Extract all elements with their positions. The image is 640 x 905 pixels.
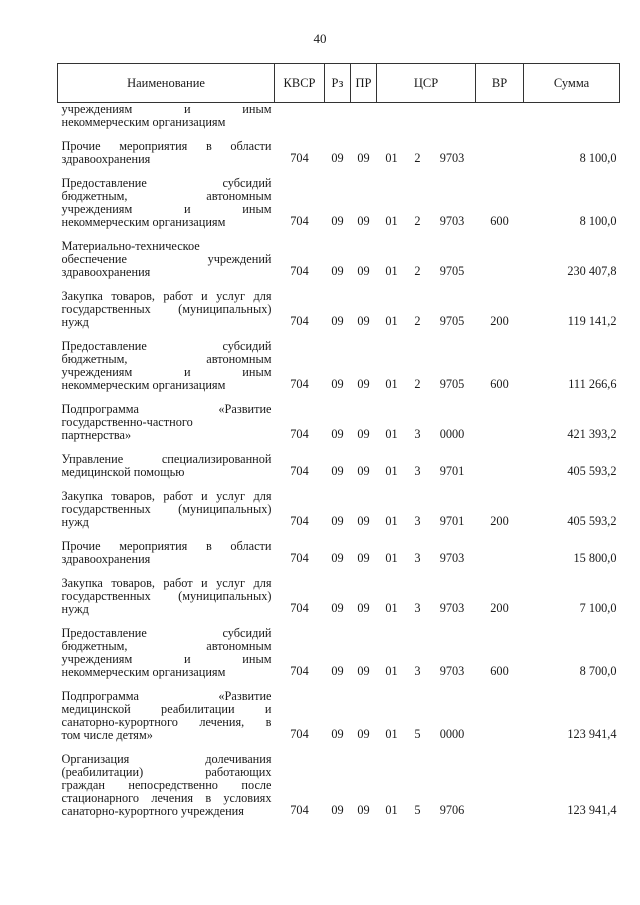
row-csr2-cell: 5 xyxy=(414,803,421,817)
row-rz-cell: 09 xyxy=(331,551,344,565)
row-name-cell xyxy=(58,129,275,166)
row-csr3-cell: 9703 xyxy=(439,664,465,678)
table-row xyxy=(58,679,620,742)
row-kvsr-cell: 704 xyxy=(290,314,309,328)
continuation-name-cell xyxy=(58,103,275,130)
table-row xyxy=(58,529,620,566)
row-name-line: Закупка товаров, работ и услуг для xyxy=(61,489,272,503)
row-name-line: санаторно-курортного учреждения xyxy=(61,804,244,818)
row-vr-cell: 600 xyxy=(490,664,509,678)
row-name-line: нужд xyxy=(61,602,89,616)
row-name-cell xyxy=(58,479,275,529)
row-vr-cell xyxy=(476,229,524,279)
row-name-cell xyxy=(58,329,275,392)
row-csr3-cell: 9701 xyxy=(439,464,465,478)
row-rz-cell: 09 xyxy=(331,377,344,391)
row-name-line: некоммерческим организациям xyxy=(61,215,226,229)
row-name-line: санаторно-курортного лечения, в xyxy=(61,715,272,729)
row-sum-cell: 15 800,0 xyxy=(573,551,617,565)
row-sum-cell: 111 266,6 xyxy=(568,377,617,391)
row-vr-cell: 200 xyxy=(490,514,509,528)
row-name-cell xyxy=(58,279,275,329)
row-sum-cell: 8 700,0 xyxy=(579,664,617,678)
row-sum-cell: 123 941,4 xyxy=(567,803,617,817)
row-name-line: Организация долечивания xyxy=(61,752,272,766)
table-header-row xyxy=(58,64,620,103)
row-vr-cell xyxy=(476,742,524,818)
row-pr-cell: 09 xyxy=(357,214,370,228)
row-vr-cell: 600 xyxy=(490,377,509,391)
header-kvsr: КВСР xyxy=(275,64,325,103)
row-pr-cell: 09 xyxy=(357,314,370,328)
row-csr2-cell: 2 xyxy=(414,264,421,278)
row-csr1-cell: 01 xyxy=(385,664,398,678)
table-row xyxy=(58,742,620,818)
row-name-line: Предоставление субсидий xyxy=(61,626,272,640)
row-vr-cell xyxy=(476,679,524,742)
row-rz-cell: 09 xyxy=(331,264,344,278)
row-csr1-cell: 01 xyxy=(385,377,398,391)
row-csr1-cell: 01 xyxy=(385,427,398,441)
row-name-line: бюджетным, автономным xyxy=(61,639,272,653)
row-csr2-cell: 2 xyxy=(414,377,421,391)
row-name-cell xyxy=(58,166,275,229)
row-kvsr-cell: 704 xyxy=(290,427,309,441)
row-pr-cell: 09 xyxy=(357,514,370,528)
row-name-line: партнерства» xyxy=(61,428,132,442)
row-pr-cell: 09 xyxy=(357,601,370,615)
row-sum-cell: 8 100,0 xyxy=(579,214,617,228)
row-vr-cell: 600 xyxy=(490,214,509,228)
row-csr2-cell: 2 xyxy=(414,314,421,328)
row-csr1-cell: 01 xyxy=(385,803,398,817)
row-name-line: государственно-частного xyxy=(61,415,193,429)
row-csr2-cell: 3 xyxy=(414,551,421,565)
row-name-line: учреждениям и иным xyxy=(61,652,272,666)
row-vr-cell xyxy=(476,529,524,566)
row-name-line: здравоохранения xyxy=(61,552,151,566)
row-csr1-cell: 01 xyxy=(385,214,398,228)
row-name-cell xyxy=(58,679,275,742)
row-csr1-cell: 01 xyxy=(385,551,398,565)
row-rz-cell: 09 xyxy=(331,601,344,615)
row-name-line: нужд xyxy=(61,515,89,529)
row-sum-cell: 8 100,0 xyxy=(579,151,617,165)
budget-table xyxy=(57,63,620,818)
row-csr3-cell: 9705 xyxy=(439,264,465,278)
row-name-line: том числе детям» xyxy=(61,728,153,742)
row-csr1-cell: 01 xyxy=(385,514,398,528)
row-csr1-cell: 01 xyxy=(385,264,398,278)
row-name-line: Закупка товаров, работ и услуг для xyxy=(61,289,272,303)
row-name-line: бюджетным, автономным xyxy=(61,352,272,366)
row-name-line: государственных (муниципальных) xyxy=(61,502,272,516)
row-sum-cell: 230 407,8 xyxy=(567,264,617,278)
table-row xyxy=(58,166,620,229)
row-name-line: некоммерческим организациям xyxy=(61,665,226,679)
row-csr3-cell: 9701 xyxy=(439,514,465,528)
continuation-line: учреждениям и иным xyxy=(61,102,272,116)
header-rz: Рз xyxy=(325,64,351,103)
row-name-line: нужд xyxy=(61,315,89,329)
table-row xyxy=(58,129,620,166)
row-name-line: Подпрограмма «Развитие xyxy=(61,402,272,416)
row-name-line: медицинской реабилитации и xyxy=(61,702,272,716)
row-pr-cell: 09 xyxy=(357,664,370,678)
row-vr-cell xyxy=(476,442,524,479)
row-name-line: Прочие мероприятия в области xyxy=(61,539,272,553)
row-kvsr-cell: 704 xyxy=(290,514,309,528)
row-csr1-cell: 01 xyxy=(385,601,398,615)
row-csr2-cell: 3 xyxy=(414,601,421,615)
row-csr2-cell: 3 xyxy=(414,464,421,478)
row-name-cell xyxy=(58,742,275,818)
row-csr2-cell: 2 xyxy=(414,151,421,165)
table-row xyxy=(58,566,620,616)
row-rz-cell: 09 xyxy=(331,427,344,441)
row-name-line: здравоохранения xyxy=(61,152,151,166)
row-pr-cell: 09 xyxy=(357,427,370,441)
row-vr-cell xyxy=(476,392,524,442)
row-csr3-cell: 9705 xyxy=(439,314,465,328)
row-csr2-cell: 3 xyxy=(414,427,421,441)
row-sum-cell: 405 593,2 xyxy=(567,464,617,478)
row-rz-cell: 09 xyxy=(331,151,344,165)
row-name-cell xyxy=(58,442,275,479)
row-kvsr-cell: 704 xyxy=(290,803,309,817)
row-name-line: обеспечение учреждений xyxy=(61,252,272,266)
table-row xyxy=(58,442,620,479)
page-number: 40 xyxy=(313,31,327,46)
row-kvsr-cell: 704 xyxy=(290,151,309,165)
row-csr3-cell: 9703 xyxy=(439,601,465,615)
continuation-empty-cell xyxy=(275,103,620,130)
header-vr: ВР xyxy=(476,64,524,103)
row-pr-cell: 09 xyxy=(357,464,370,478)
table-row xyxy=(58,392,620,442)
row-rz-cell: 09 xyxy=(331,514,344,528)
row-name-line: бюджетным, автономным xyxy=(61,189,272,203)
row-rz-cell: 09 xyxy=(331,214,344,228)
table-row xyxy=(58,479,620,529)
table-row xyxy=(58,279,620,329)
row-csr1-cell: 01 xyxy=(385,151,398,165)
row-vr-cell: 200 xyxy=(490,601,509,615)
row-csr3-cell: 9703 xyxy=(439,551,465,565)
row-sum-cell: 7 100,0 xyxy=(579,601,617,615)
row-name-line: стационарного лечения в условиях xyxy=(61,791,272,805)
row-kvsr-cell: 704 xyxy=(290,601,309,615)
row-name-cell xyxy=(58,392,275,442)
continuation-line: некоммерческим организациям xyxy=(61,115,226,129)
row-name-line: Предоставление субсидий xyxy=(61,339,272,353)
row-rz-cell: 09 xyxy=(331,314,344,328)
row-sum-cell: 119 141,2 xyxy=(567,314,617,328)
header-sum: Сумма xyxy=(524,64,620,103)
row-name-line: здравоохранения xyxy=(61,265,151,279)
table-row xyxy=(58,616,620,679)
row-kvsr-cell: 704 xyxy=(290,551,309,565)
row-name-cell xyxy=(58,529,275,566)
table-body xyxy=(58,103,620,819)
row-rz-cell: 09 xyxy=(331,803,344,817)
row-rz-cell: 09 xyxy=(331,464,344,478)
row-name-line: Материально-техническое xyxy=(61,239,200,253)
row-csr2-cell: 3 xyxy=(414,514,421,528)
row-kvsr-cell: 704 xyxy=(290,214,309,228)
table-row xyxy=(58,329,620,392)
row-csr1-cell: 01 xyxy=(385,464,398,478)
row-pr-cell: 09 xyxy=(357,264,370,278)
row-name-line: граждан непосредственно после xyxy=(61,778,272,792)
row-name-cell xyxy=(58,566,275,616)
row-csr3-cell: 0000 xyxy=(439,427,465,441)
row-csr2-cell: 5 xyxy=(414,727,421,741)
row-csr1-cell: 01 xyxy=(385,727,398,741)
row-kvsr-cell: 704 xyxy=(290,377,309,391)
row-vr-cell: 200 xyxy=(490,314,509,328)
row-name-cell xyxy=(58,229,275,279)
row-csr3-cell: 9703 xyxy=(439,151,465,165)
row-rz-cell: 09 xyxy=(331,664,344,678)
row-name-line: Управление специализированной xyxy=(61,452,272,466)
row-csr1-cell: 01 xyxy=(385,314,398,328)
row-pr-cell: 09 xyxy=(357,151,370,165)
row-kvsr-cell: 704 xyxy=(290,664,309,678)
row-sum-cell: 421 393,2 xyxy=(567,427,617,441)
row-pr-cell: 09 xyxy=(357,727,370,741)
row-name-line: Подпрограмма «Развитие xyxy=(61,689,272,703)
table-row xyxy=(58,229,620,279)
row-name-line: Прочие мероприятия в области xyxy=(61,139,272,153)
row-pr-cell: 09 xyxy=(357,551,370,565)
header-name: Наименование xyxy=(58,64,275,103)
row-csr3-cell: 9706 xyxy=(439,803,465,817)
row-name-cell xyxy=(58,616,275,679)
row-csr2-cell: 2 xyxy=(414,214,421,228)
row-csr3-cell: 0000 xyxy=(439,727,465,741)
row-name-line: Закупка товаров, работ и услуг для xyxy=(61,576,272,590)
row-name-line: (реабилитации) работающих xyxy=(61,765,272,779)
continuation-row xyxy=(58,103,620,130)
row-csr3-cell: 9705 xyxy=(439,377,465,391)
row-name-line: некоммерческим организациям xyxy=(61,378,226,392)
row-pr-cell: 09 xyxy=(357,803,370,817)
row-sum-cell: 405 593,2 xyxy=(567,514,617,528)
row-csr3-cell: 9703 xyxy=(439,214,465,228)
row-kvsr-cell: 704 xyxy=(290,727,309,741)
row-name-line: Предоставление субсидий xyxy=(61,176,272,190)
row-kvsr-cell: 704 xyxy=(290,264,309,278)
row-name-line: медицинской помощью xyxy=(61,465,185,479)
row-name-line: учреждениям и иным xyxy=(61,365,272,379)
row-name-line: государственных (муниципальных) xyxy=(61,302,272,316)
row-vr-cell xyxy=(476,129,524,166)
row-rz-cell: 09 xyxy=(331,727,344,741)
header-csr: ЦСР xyxy=(377,64,476,103)
row-csr2-cell: 3 xyxy=(414,664,421,678)
row-name-line: государственных (муниципальных) xyxy=(61,589,272,603)
header-pr: ПР xyxy=(351,64,377,103)
row-name-line: учреждениям и иным xyxy=(61,202,272,216)
row-pr-cell: 09 xyxy=(357,377,370,391)
row-sum-cell: 123 941,4 xyxy=(567,727,617,741)
row-kvsr-cell: 704 xyxy=(290,464,309,478)
